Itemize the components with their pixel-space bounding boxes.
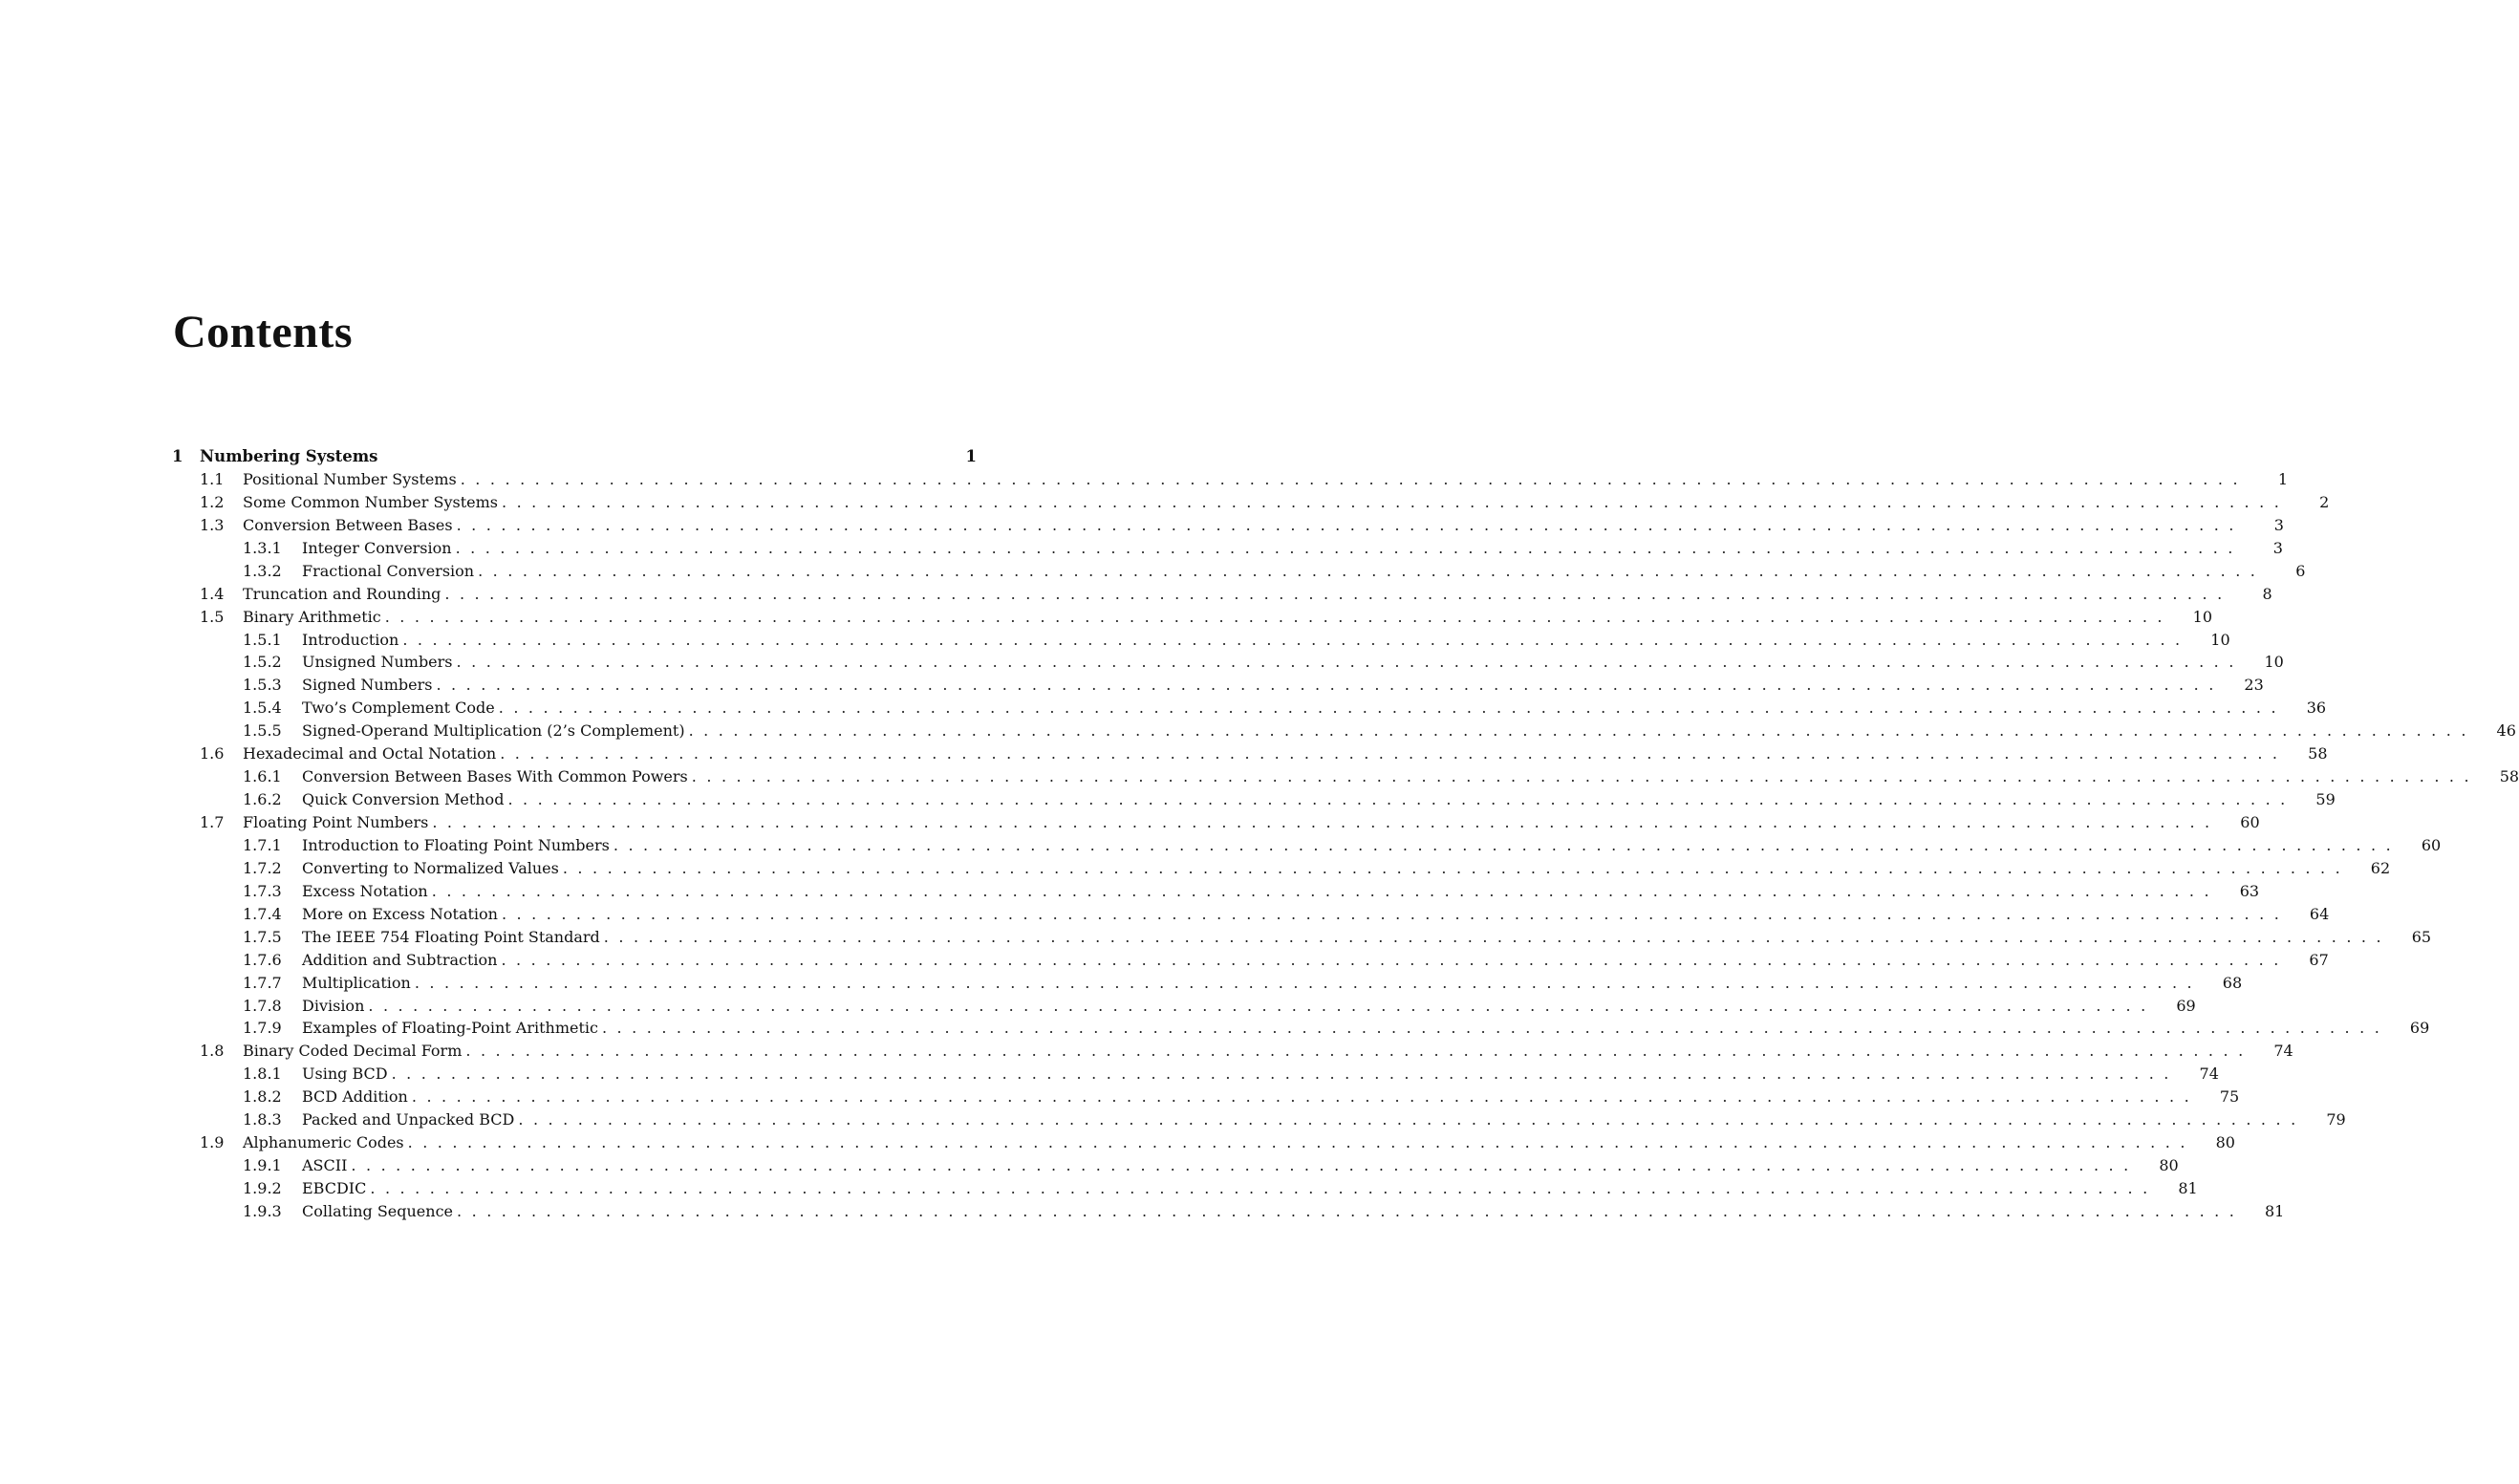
dot-leader: ........................................................................................................................ bbox=[501, 950, 2289, 969]
toc-subsection-entry[interactable] bbox=[172, 926, 2432, 949]
dot-leader: ........................................................................................................................ bbox=[411, 1087, 2200, 1107]
toc-entry-page-number: 64 bbox=[2309, 904, 2330, 923]
toc-entry-number: 1.6 bbox=[200, 744, 225, 764]
dot-leader: ........................................................................................................................ bbox=[431, 881, 2220, 900]
toc-entry-number: 1.8.2 bbox=[243, 1087, 282, 1107]
dot-leader: ........................................................................................................................ bbox=[460, 469, 2249, 488]
toc-entry-number: 1.7.7 bbox=[243, 973, 282, 992]
toc-subsection-entry[interactable] bbox=[172, 880, 2260, 903]
toc-subsection-entry[interactable] bbox=[172, 1108, 2346, 1131]
toc-entry-title: BCD Addition bbox=[302, 1087, 408, 1107]
toc-entry-title: Using BCD bbox=[302, 1065, 388, 1084]
dot-leader: ........................................................................................................................ bbox=[501, 492, 2290, 511]
toc-section-entry[interactable] bbox=[172, 1040, 2293, 1063]
toc-entry-title: Division bbox=[302, 996, 365, 1015]
toc-subsection-entry[interactable] bbox=[172, 788, 2336, 811]
toc-entry-title: EBCDIC bbox=[302, 1179, 367, 1197]
toc-subsection-entry[interactable] bbox=[172, 1017, 2430, 1040]
toc-section-entry[interactable] bbox=[172, 606, 2213, 629]
toc-entry-page-number: 74 bbox=[2199, 1065, 2219, 1084]
toc-entry-page-number: 67 bbox=[2309, 950, 2329, 969]
toc-entry-title: Integer Conversion bbox=[302, 538, 452, 557]
toc-entry-page-number: 10 bbox=[2264, 653, 2284, 672]
toc-entry-number: 1.3 bbox=[200, 515, 225, 534]
toc-entry-number: 1.9 bbox=[200, 1133, 225, 1152]
toc-entry-page-number: 63 bbox=[2239, 881, 2260, 900]
toc-entry-page-number: 8 bbox=[2262, 584, 2272, 603]
toc-subsection-entry[interactable] bbox=[172, 1086, 2240, 1108]
toc-subsection-entry[interactable] bbox=[172, 560, 2306, 583]
dot-leader: ........................................................................................................................ bbox=[455, 538, 2243, 557]
toc-entry-page-number: 81 bbox=[2264, 1201, 2285, 1220]
toc-entry-title: Signed Numbers bbox=[302, 676, 433, 695]
toc-entry-page-number: 60 bbox=[2240, 813, 2260, 831]
dot-leader: ........................................................................................................................ bbox=[370, 1179, 2158, 1197]
toc-subsection-entry[interactable] bbox=[172, 651, 2284, 674]
toc-section-entry[interactable] bbox=[172, 583, 2272, 606]
toc-subsection-entry[interactable] bbox=[172, 972, 2243, 995]
toc-entry-number: 1.6.1 bbox=[243, 767, 282, 786]
dot-leader: ........................................................................................................................ bbox=[368, 996, 2156, 1015]
toc-entry-title: The IEEE 754 Floating Point Standard bbox=[302, 927, 600, 946]
toc-entry-number: 1.8 bbox=[200, 1042, 225, 1061]
dot-leader: ........................................................................................................................ bbox=[351, 1156, 2139, 1175]
toc-entry-title: Two’s Complement Code bbox=[302, 699, 495, 718]
toc-entry-title: Conversion Between Bases With Common Powers bbox=[302, 767, 688, 786]
toc-subsection-entry[interactable] bbox=[172, 537, 2283, 560]
toc-entry-title: Truncation and Rounding bbox=[243, 584, 441, 603]
toc-section-entry[interactable] bbox=[172, 1131, 2235, 1154]
dot-leader: ........................................................................................................................ bbox=[498, 699, 2287, 718]
toc-entry-title: Some Common Number Systems bbox=[243, 492, 498, 511]
toc-entry-page-number: 60 bbox=[2421, 835, 2442, 854]
dot-leader: ........................................................................................................................ bbox=[457, 1201, 2245, 1220]
toc-entry-title: Signed-Operand Multiplication (2’s Complement) bbox=[302, 721, 685, 741]
toc-subsection-entry[interactable] bbox=[172, 1177, 2198, 1200]
toc-entry-number: 1.9.2 bbox=[243, 1179, 282, 1197]
toc-entry-title: Quick Conversion Method bbox=[302, 790, 505, 809]
toc-entry-page-number: 80 bbox=[2215, 1133, 2235, 1152]
toc-entry-page-number: 59 bbox=[2315, 790, 2336, 809]
toc-entry-page-number: 62 bbox=[2370, 858, 2391, 877]
chapter-title: Numbering Systems bbox=[200, 447, 378, 465]
toc-entry-page-number: 69 bbox=[2409, 1019, 2430, 1038]
toc-entry-page-number: 69 bbox=[2176, 996, 2196, 1015]
toc-entry-title: Multiplication bbox=[302, 973, 411, 992]
toc-subsection-entry[interactable] bbox=[172, 903, 2330, 926]
toc-entry-page-number: 36 bbox=[2306, 699, 2327, 718]
toc-section-entry[interactable] bbox=[172, 514, 2284, 537]
dot-leader: ........................................................................................................................ bbox=[465, 1042, 2253, 1061]
toc-entry-title: ASCII bbox=[302, 1156, 348, 1175]
toc-section-entry[interactable] bbox=[172, 468, 2289, 491]
toc-entry-page-number: 3 bbox=[2272, 538, 2283, 557]
toc-entry-page-number: 74 bbox=[2273, 1042, 2293, 1061]
toc-subsection-entry[interactable] bbox=[172, 834, 2442, 857]
dot-leader: ........................................................................................................................ bbox=[562, 858, 2351, 877]
toc-entry-title: Conversion Between Bases bbox=[243, 515, 453, 534]
toc-entry-page-number: 75 bbox=[2219, 1087, 2240, 1107]
toc-entry-page-number: 65 bbox=[2411, 927, 2432, 946]
toc-entry-number: 1.1 bbox=[200, 469, 225, 488]
toc-section-entry[interactable] bbox=[172, 742, 2328, 765]
dot-leader: ........................................................................................................................ bbox=[601, 1019, 2390, 1038]
toc-entry-page-number: 2 bbox=[2319, 492, 2330, 511]
toc-entry-page-number: 58 bbox=[2308, 744, 2328, 764]
toc-entry-page-number: 6 bbox=[2295, 561, 2306, 580]
dot-leader: ........................................................................................................................ bbox=[436, 676, 2224, 695]
toc-entry-number: 1.7.3 bbox=[243, 881, 282, 900]
toc-subsection-entry[interactable] bbox=[172, 1154, 2179, 1177]
toc-entry-title: Unsigned Numbers bbox=[302, 653, 453, 672]
toc-entry-number: 1.7.1 bbox=[243, 835, 282, 854]
dot-leader: ........................................................................................................................ bbox=[402, 630, 2190, 649]
toc-entry-number: 1.7.5 bbox=[243, 927, 282, 946]
toc-entry-number: 1.7 bbox=[200, 813, 225, 831]
toc-entry-number: 1.7.4 bbox=[243, 904, 282, 923]
toc-entry-number: 1.3.2 bbox=[243, 561, 282, 580]
toc-entry-number: 1.5 bbox=[200, 607, 225, 626]
toc-entry-title: Alphanumeric Codes bbox=[243, 1133, 404, 1152]
toc-entry-number: 1.5.5 bbox=[243, 721, 282, 741]
toc-subsection-entry[interactable] bbox=[172, 629, 2230, 652]
dot-leader: ........................................................................................................................ bbox=[688, 721, 2476, 741]
toc-section-entry[interactable] bbox=[172, 491, 2330, 514]
toc-entry-number: 1.2 bbox=[200, 492, 225, 511]
page-title: Contents bbox=[173, 307, 354, 357]
toc-entry-number: 1.9.1 bbox=[243, 1156, 282, 1175]
dot-leader: ........................................................................................................................ bbox=[432, 813, 2220, 831]
dot-leader: ........................................................................................................................ bbox=[384, 607, 2173, 626]
toc-entry-page-number: 79 bbox=[2326, 1110, 2346, 1129]
dot-leader: ........................................................................................................................ bbox=[391, 1065, 2179, 1084]
dot-leader: ........................................................................................................................ bbox=[501, 904, 2290, 923]
dot-leader: ........................................................................................................................ bbox=[603, 927, 2392, 946]
toc-entry-title: Binary Coded Decimal Form bbox=[243, 1042, 463, 1061]
toc-entry-title: Examples of Floating-Point Arithmetic bbox=[302, 1019, 598, 1038]
toc-entry-title: Hexadecimal and Octal Notation bbox=[243, 744, 497, 764]
toc-subsection-entry[interactable] bbox=[172, 995, 2196, 1018]
toc-entry-title: More on Excess Notation bbox=[302, 904, 498, 923]
dot-leader: ........................................................................................................................ bbox=[500, 744, 2288, 764]
toc-entry-title: Floating Point Numbers bbox=[243, 813, 429, 831]
toc-entry-number: 1.6.2 bbox=[243, 790, 282, 809]
toc-entry-number: 1.5.4 bbox=[243, 699, 282, 718]
toc-entry-title: Collating Sequence bbox=[302, 1201, 454, 1220]
toc-subsection-entry[interactable] bbox=[172, 697, 2327, 720]
toc-entry-page-number: 68 bbox=[2222, 973, 2243, 992]
chapter-page-number: 1 bbox=[965, 447, 977, 465]
toc-entry-number: 1.5.2 bbox=[243, 653, 282, 672]
toc-entry-number: 1.4 bbox=[200, 584, 225, 603]
toc-entry-page-number: 58 bbox=[2499, 767, 2519, 786]
dot-leader: ........................................................................................................................ bbox=[478, 561, 2266, 580]
dot-leader: ........................................................................................................................ bbox=[407, 1133, 2195, 1152]
dot-leader: ........................................................................................................................ bbox=[507, 790, 2295, 809]
toc-entry-title: Packed and Unpacked BCD bbox=[302, 1110, 515, 1129]
toc-entry-number: 1.8.3 bbox=[243, 1110, 282, 1129]
toc-entry-page-number: 80 bbox=[2159, 1156, 2179, 1175]
toc-entry-number: 1.9.3 bbox=[243, 1201, 282, 1220]
toc-entry-page-number: 81 bbox=[2178, 1179, 2198, 1197]
toc-subsection-entry[interactable] bbox=[172, 720, 2516, 742]
dot-leader: ........................................................................................................................ bbox=[456, 515, 2244, 534]
toc-subsection-entry[interactable] bbox=[172, 674, 2264, 697]
toc-entry-page-number: 3 bbox=[2273, 515, 2284, 534]
toc-entry-title: Positional Number Systems bbox=[243, 469, 457, 488]
toc-entry-number: 1.7.2 bbox=[243, 858, 282, 877]
dot-leader: ........................................................................................................................ bbox=[613, 835, 2401, 854]
toc-subsection-entry[interactable] bbox=[172, 949, 2329, 972]
toc-entry-page-number: 46 bbox=[2496, 721, 2516, 741]
toc-entry-title: Excess Notation bbox=[302, 881, 428, 900]
toc-entry-number: 1.7.6 bbox=[243, 950, 282, 969]
dot-leader: ........................................................................................................................ bbox=[691, 767, 2480, 786]
toc-entry-title: Introduction to Floating Point Numbers bbox=[302, 835, 610, 854]
toc-subsection-entry[interactable] bbox=[172, 1063, 2219, 1086]
toc-entry-page-number: 23 bbox=[2244, 676, 2264, 695]
toc-entry-page-number: 10 bbox=[2192, 607, 2213, 626]
toc-entry-number: 1.7.9 bbox=[243, 1019, 282, 1038]
toc-subsection-entry[interactable] bbox=[172, 857, 2391, 880]
toc-entry-title: Introduction bbox=[302, 630, 399, 649]
toc-entry-number: 1.5.1 bbox=[243, 630, 282, 649]
dot-leader: ........................................................................................................................ bbox=[518, 1110, 2306, 1129]
toc-entry-page-number: 10 bbox=[2210, 630, 2230, 649]
toc-entry-number: 1.7.8 bbox=[243, 996, 282, 1015]
toc-entry-number: 1.5.3 bbox=[243, 676, 282, 695]
chapter-number: 1 bbox=[172, 447, 183, 465]
toc-entry-list bbox=[172, 468, 2519, 1223]
dot-leader: ........................................................................................................................ bbox=[456, 653, 2244, 672]
toc-entry-title: Fractional Conversion bbox=[302, 561, 475, 580]
toc-entry-page-number: 1 bbox=[2277, 469, 2289, 488]
toc-section-entry[interactable] bbox=[172, 811, 2260, 834]
toc-entry-number: 1.3.1 bbox=[243, 538, 282, 557]
toc-chapter-entry[interactable] bbox=[172, 445, 977, 468]
toc-subsection-entry[interactable] bbox=[172, 1200, 2285, 1223]
table-of-contents bbox=[172, 445, 2519, 1223]
dot-leader: ........................................................................................................................ bbox=[444, 584, 2232, 603]
toc-subsection-entry[interactable] bbox=[172, 765, 2519, 788]
toc-entry-number: 1.8.1 bbox=[243, 1065, 282, 1084]
toc-entry-title: Converting to Normalized Values bbox=[302, 858, 559, 877]
dot-leader: ........................................................................................................................ bbox=[414, 973, 2203, 992]
toc-entry-title: Binary Arithmetic bbox=[243, 607, 381, 626]
toc-entry-title: Addition and Subtraction bbox=[302, 950, 498, 969]
